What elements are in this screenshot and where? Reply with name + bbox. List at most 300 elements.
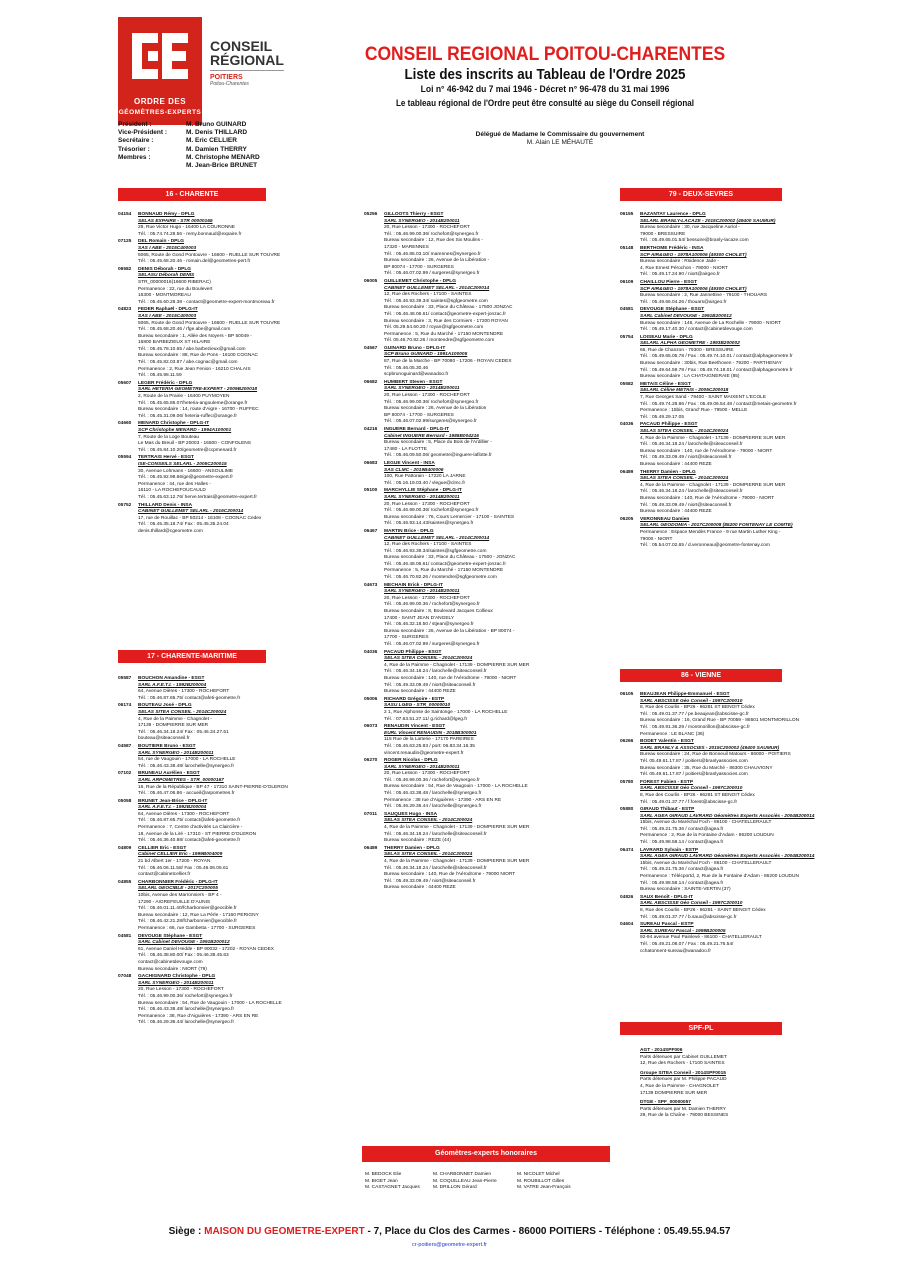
spfpl-line: 29, Rue de la Chaîne - 79000 BESSINES [640,1113,729,1119]
address-line: denis.thillard@cgeometre.com [138,528,203,534]
inscription-number: 07011 [364,811,378,817]
list-item [620,847,815,894]
bureau-name: M. Jean-Brice BRUNET [186,162,258,170]
bureau-row [118,154,260,162]
address-line: Permanence : 22, rue du Boulevert [138,286,213,292]
address-line: Tél. : 05.49.29.17.05 [640,414,685,420]
member-name[interactable]: LAVRARD Sylvain - ESTP [640,847,699,853]
footer-maison: MAISON DU GEOMETRE-EXPERT [204,1226,365,1237]
member-name[interactable]: BERTHOME Frédéric - INSA [640,245,704,251]
section-vienne: 86 - VIENNE [620,669,782,682]
address-line: Bureau secondaire : 2, Rue Jannettine - 79100 - THOUARS [640,293,768,299]
address-line: Tél. : 05.46.99.00.36/ rochefort@synergeo.fr [384,508,479,514]
inscription-number: 06489 [364,845,378,851]
address-line: Tél. : 05.49.98.58.14 / contact@agea.fr [640,840,724,846]
address-line: 18, Avenue de la Liré - 17310 - ST PIERRE D'OLERON [138,831,257,837]
member-name[interactable]: RENAUDIN Vincent - ESGT [384,724,446,730]
honoraire-name: M. NICOLET Michel [517,1172,560,1177]
company-name: SCP AIR&GEO - 1978A100006 (49300 CHOLET) [640,286,747,292]
address-line: Bureau secondaire : 54, Rue de Vaugouin - 17000 - LA ROCHELLE [138,1000,282,1006]
spfpl-item [620,1048,782,1068]
address-line: Tél. : 05.46.47.06.86 - accueil@arpometres.fr [138,791,235,797]
deux-sevres-list [620,212,797,672]
honoraire-name: M. CASTAGNET Jacques [365,1185,420,1191]
address-line: Tél. 05.29.54.60.20 / royan@sgfgeometre.com [384,325,484,331]
consult-notice: Le tableau régional de l'Ordre peut être consulté au siège du Conseil régional [395,98,695,108]
address-line: Tél. : 05.46.34.18.24 / larochelle@siteaconseil.fr [640,442,743,448]
member-name[interactable]: CHAILLOU Pierre - ESGT [640,279,698,285]
spfpl-line: Parts détenues par Cabinet GUILLEMET [640,1054,727,1060]
address-line: Tél. : 05.46.43.38.48/ larochelle@synergeo.fr [138,763,235,769]
company-name: SARL SYNERGEO - 2014B200011 [384,589,460,595]
inscription-number: 06582 [118,266,132,272]
address-line: 16800 BARBEZIEUX ST HILAIRE [138,340,211,346]
member-name[interactable]: GACHIGNARD Christophe - DPLG [138,974,216,980]
inscription-number: 05880 [620,807,634,813]
company-name: SARL ABSCISSE Géo Conseil - 1997C200010 [640,698,743,704]
member-name[interactable]: LEGUE Vincent - INSA [384,460,435,466]
address-line: Tél. : 05.46.99.00.36/ rochefort@synergeo.fr [384,231,479,237]
address-line: Tél. : 05.46.38.80.00/ Fax : 05.46.38.45.63 [138,953,229,959]
address-line: Tél. : 05.46.93.39.34/ saintes@sgfgeometre.com [384,298,488,304]
member-name[interactable]: BRUNEAU Aurélien - ESGT [138,771,200,777]
company-name: SELAS SITEA CONSEIL - 2014C200024 [384,852,473,858]
address-line: 79000 - NIORT [640,536,673,542]
company-name: ISE-CONSEILS SELARL - 2005C200015 [138,461,227,467]
list-item [364,212,614,278]
list-item [364,529,614,582]
address-line: Tél. : 07.63.51.27.11/ g.richard@lgeg.fr [384,716,468,722]
address-line: Tél. : 05.46.05.30.46 [384,365,429,371]
member-name[interactable]: BOUTEAU José - DPLG [138,703,192,709]
list-item [364,380,614,426]
member-name[interactable]: SAUQUES Hugo - INSA [384,811,438,817]
member-name[interactable]: PACAUD Philippe - ESGT [384,649,442,655]
company-name: SARL SYNERGEO - 2014B200011 [384,494,460,500]
address-line: Le Mas du Breuil - BP 20003 - 16500 - CONFOLENS [138,441,251,447]
company-name: SARL Cabinet DEVOUGE - 1991B200012 [640,313,732,319]
list-item [364,846,614,892]
address-line: Tél. : 05.46.07.02.99/surgeres@synergeo.fr [384,419,477,425]
address-line: 29, Rue Victor Hugo - 16400 LA COURONNE [138,225,235,231]
logo-line1: ORDRE DES [133,97,187,106]
address-line: Tél. : 05.49.21.75.36 / contact@agea.fr [640,826,724,832]
address-line: Tél. 05.49.61.17.87 / poitiers@branlyassocies.com [640,758,748,764]
member-name[interactable]: BAZANTAY Laurence - DPLG [640,212,706,217]
bureau-role: Vice-Président : [118,129,168,137]
address-line: Bureau secondaire : 35, Rue du Marché - 86300 CHAUVIGNY [640,765,773,771]
list-item [118,771,354,797]
company-name: SASU LGEG - STR_00000010 [384,703,451,709]
company-name: SELARL BRANLY-LACAZE - 2015C200002 (49400 SAUMUR) [640,218,776,224]
member-name[interactable]: FOREST Fabien - ESTP [640,779,694,785]
delegue [440,131,680,147]
address-line: Permanence : 5, Rue du Marché - 17150 MONTENDRE [384,568,504,574]
company-name: SARL SYNERGEO - 2014B200011 [384,764,460,770]
address-line: 2 1, Rue Alphonse de Saintonge - 17000 - LA ROCHELLE [384,709,508,715]
address-line: bouteau@siteaconseil.fr [138,736,190,742]
address-line: contact@cabinetcellier.fr [138,872,191,878]
address-line: Permanence : 7, Centre d'activités La Claircière - [138,825,243,831]
member-name[interactable]: HUMBERT Steven - ESGT [384,379,443,385]
member-name[interactable]: DEVOUGE Stéphane - ESGT [640,307,705,313]
member-name[interactable]: THERRY Damien - DPLG [384,845,440,851]
list-item [620,307,782,333]
member-name[interactable]: BOUCHON Amandine - ESGT [138,676,205,681]
address-line: Tél. : 05.49.65.01.54/ bessuire@branly-lacaze.com [640,238,749,244]
logo [118,17,296,125]
address-line: Permanence : 66, rue Gambetta - 17700 - SURGERES [138,925,256,931]
company-name: SAS I ABE - 2015C400003 [138,245,197,251]
address-line: 79000 - BRESSUIRE [640,231,686,237]
address-line: Tél. : 05.49.01.37.77 / f.forest@abscisse-gc.fr [640,799,738,805]
inscription-number: 04581 [118,933,132,939]
inscription-number: 04660 [118,421,132,427]
address-line: Tél. : 05.49.01.37.77 / pe.beaujean@abscisse-gc.fr [640,711,749,717]
member-name[interactable]: THILLARD Denis - INSA [138,502,193,508]
honoraire-name: M. BEDOCK Elie [365,1172,402,1177]
company-name: SARL Cabinet DEVOUGE - 1991B200012 [138,940,230,946]
address-line: Tél. : 05.45.82.03.87 / abe.cognac@gmail.com [138,360,238,366]
member-name[interactable]: DEL Romain - DPLG [138,239,185,245]
address-line: 7, Route de la Loge Bouteau [138,434,200,440]
logo-poitiers: POITIERS [210,74,243,81]
member-name[interactable]: LEGER Frédéric - DPLG [138,380,193,386]
honoraires-grid [362,1172,610,1192]
list-item [620,739,791,779]
footer-email[interactable]: cr-poitiers@geometre-expert.fr [412,1242,487,1248]
section-charente: 16 - CHARENTE [118,188,266,201]
address-line: 5065, Route de Gond Pontouvre - 16600 - RUELLE SUR TOUVRE [138,252,281,258]
address-line: Tél. : 05.46.34.18.24 / larochelle@siteaconseil.fr [640,489,743,495]
inscription-number: 06266 [620,739,634,745]
section-honoraires: Géomètres-experts honoraires [362,1146,610,1162]
logo-text [202,17,284,125]
inscription-number: 05256 [364,212,378,217]
company-name: SELAS SITEA CONSEIL - 2014C200024 [384,818,473,824]
list-item [364,650,614,696]
member-name[interactable]: GUINARD Bruno - DPLG-IT [384,345,446,351]
inscription-number: 06474 [620,847,634,853]
member-name[interactable]: CHARBONNIER Frédéric - DPLG-IT [138,879,218,885]
footer [0,1226,899,1237]
member-name[interactable]: BONNAUD Rémy - DPLG [138,212,195,217]
address-line: 8, Rue des Courlis - BP26 - 86281 ST BENOIT Cédex [640,792,755,798]
address-line: Tél. : 05.45.84.10.20/geometre@ccpmenard.fr [138,447,237,453]
inscription-number: 05587 [118,676,132,681]
address-line: 64, Avenue Dières - 17300 - ROCHEFORT [138,689,230,695]
inscription-number: 06683 [364,460,378,466]
member-name[interactable]: RICHARD Grégoire - ESTP [384,696,445,702]
address-line: 30, Avenue Lohmann - 16600 - ANSOULIME [138,468,234,474]
member-name[interactable]: THERRY Damien - DPLG [640,469,696,475]
address-line: Bureau secondaire : 140, rue de l'Aérodrome - 79000 - NIORT [384,675,517,681]
page-header [330,44,760,110]
company-name: SELAS EXPAIRE - STR 00000165 [138,218,213,224]
member-name[interactable]: SAUX Benoît - DPLG-IT [640,894,694,900]
address-line: Tél. : 05.45.35.18.74/ Fax : 05.45.35.24.04 [138,522,229,528]
spfpl-line: 4, Rue de la Paimme - CHAGNOLET [640,1083,719,1089]
inscription-number: 04581 [620,307,634,313]
list-item [364,427,614,460]
address-line: 17139 - DOMPIERRE SUR MER [138,723,209,729]
address-line: 4, Rue de la Paimme - Chagnolet - 17139 - DOMPIERRE SUR MER [384,825,530,831]
address-line: Tél. : 05.46.09.50.06/ geometre@inguere-laflotte.fr [384,453,492,459]
member-name[interactable]: MECHAIN Erick - DPLG-IT [384,582,443,588]
address-line: Tél. : 05.49.33.09.49 / niort@siteaconseil.fr [640,455,732,461]
inscription-number: 06467 [364,528,378,534]
address-line: 20, Rue Lesson - 17300 - ROCHEFORT [384,501,470,507]
address-line: Bureau secondaire : 8, Boulevard Jacques Collieux [384,609,493,615]
member-name[interactable]: LOISEAU Marie - DPLG [640,334,693,340]
inscription-number: 06073 [364,724,378,730]
bureau-role [118,162,186,170]
address-line: 4, Rue de la Paimme - Chagnolet - 17139 - DOMPIERRE SUR MER [384,859,530,864]
list-item [118,744,354,770]
list-item [364,461,614,487]
address-line: Bureau secondaire : 14, route d'Aigre - 16700 - RUFFEC [138,407,259,413]
address-line: 12, Rue des Rochers - 17100 - SAINTES [384,542,472,548]
list-item [118,421,354,454]
bureau-row [118,146,260,154]
company-name: SELARL GEOCIBLE - 2017C200005 [138,886,218,892]
spfpl-item [620,1071,782,1097]
law-reference: Loi n° 46-942 du 7 mai 1946 - Décret n° 96-478 du 31 mai 1996 [420,84,670,95]
address-line: Tél. 05.46.70.82.26 / montendre@sgfgeometre.com [384,338,495,344]
address-line: Bureau secondaire : 30, rue Jacqueline Auriol - [640,225,740,231]
spfpl-line: 17139 DOMPIERRE SUR MER [640,1090,708,1096]
inscription-number: 06005 [364,278,378,284]
address-line: Bureau secondaire : 26, Avenue de la Libération [384,406,487,412]
address-line: 8, Rue des Courlis - BP26 - 86281 - SAINT BENOIT Cédex [640,908,766,913]
list-item [118,455,354,501]
inscription-number: 05607 [118,380,132,386]
address-line: BP 80074 - 17700 - SURGERES [384,264,454,270]
member-name[interactable]: VERONNEAU Damien [640,516,690,522]
address-line: Bureau secondaire : 140, rue de l'Aérodrome - 79000 - NIORT [640,448,773,454]
member-name[interactable]: DEVOUGE Stéphane - ESGT [138,933,203,939]
address-line: BP 80074 - 17700 - SURGERES [384,412,454,418]
list-item [620,692,800,738]
address-line: Tél. : 05.16.19.03.40 / vlegue@clmc.fr [384,480,466,486]
address-line: Tél. : 05.46.34.18.24/ Fax : 05.46.34.27.61 [138,729,229,735]
section-spfpl: SPF-PL [620,1022,782,1035]
member-name[interactable]: DENIS Déborah - DPLG [138,266,192,272]
address-line: Bureau secondaire : 26, Avenue de la Libération - BP 80074 - [384,628,515,634]
company-name: SARL BRANLY & ASSOCIES - 2015C200002 (49400 SAUMUR) [640,745,780,751]
member-name[interactable]: CELLIER Eric - ESGT [138,845,187,851]
logo-line2: GÉOMÈTRES-EXPERTS [118,109,202,116]
address-line: 17320 - MARENNES [384,244,429,250]
address-line: Permanence : Espace Mendès France - 9 rue Martin Luther King - [640,529,781,535]
spfpl-title: AGT - 2014SPF006 [640,1048,683,1053]
address-line: Bureau secondaire : 44400 REZE [640,509,712,515]
company-name: SAS I ABE - 2015C400003 [138,313,197,319]
charente-list [118,212,354,638]
company-name: CABINET GUILLEMET SELARL - 2016C200014 [138,509,244,515]
address-line: Bureau secondaire : 44400 REZE [384,689,456,695]
address-line: Tél. : 05.46.99.00.36/ rochefort@synergeo.fr [384,399,479,405]
company-name: SELASU Déborah DENIS [138,273,195,279]
address-line: Permanence : 2, Rue de la Fontaine d'Adam - 86200 LOUDUN [640,833,774,839]
address-line: 54, rue de Vaugouin - 17000 - LA ROCHELLE [138,757,236,763]
address-line: Tél. : 05.45.31.09.06/ heteria-ruffec@orange.fr [138,413,237,419]
address-line: Tél. : 05.46.07.02.99 / surgeres@synergeo.fr [384,271,480,277]
bureau-role: Membres : [118,153,151,161]
address-line: Tél. : 05.46.48.06.61/ contact@geometre-expert-jonzac.fr [384,311,506,317]
company-name: SELAS SITEA CONSEIL - 2014C200024 [138,709,227,715]
address-line: 16110 - LA ROCHEFOUCAULD [138,488,206,494]
member-name[interactable]: MARTIN Brice - DPLG [384,528,434,534]
company-name: Cabinet INGUERE Bernard - 1988B004216 [384,433,479,439]
inscription-number: 05754 [620,334,634,340]
address-line: 5065, Route de Gond Pontouvre - 16600 - RUELLE SUR TOUVRE [138,320,281,326]
list-item [118,212,354,238]
address-line: 4, Rue de la Paimme - Chagnolet - 17139 - DOMPIERRE SUR MER [640,435,786,441]
bureau-name: M. Eric CELLIER [186,137,237,145]
address-line: Tél. 05.49.61.17.87 / poitiers@branlyassocies.com [640,772,748,778]
address-line: Bureau secondaire : Rsidence Jade - [640,259,719,265]
address-line: Bureau secondaire : 44400 REZE [640,461,712,467]
list-item [118,934,354,974]
section-deux-sevres: 79 - DEUX-SEVRES [620,188,782,201]
member-name[interactable]: TERTRAIS Hervé - ESGT [138,455,194,461]
address-line: Bureau secondaire : 5, Place du Bois de l'Ardillier - [384,440,492,446]
address-line: Tél. : 05.54.07.02.65 / d.veronneau@geometre-fontenay.com [640,543,770,549]
vienne-list [620,692,815,1032]
address-line: Tél. : 05.46.70.82.26 / montendre@sgfgeometre.com [384,575,497,581]
inscription-number: 06682 [364,379,378,385]
address-line: Bureau secondaire : REZE (44) [384,838,451,844]
address-line: Tél. : 05.46.34.18.24 / larochelle@siteaconseil.fr [384,669,487,675]
list-item [118,267,354,307]
address-line: Bureau secondaire : SAINTE-VERTIN (37) [640,887,731,893]
inscription-number: 05100 [364,488,378,494]
address-line: Tél. : 05.45.63.12.76/ herve.tertrais@geometre-expert.fr [138,494,257,500]
address-line: cchatonnent-sureau@wanadoo.fr [640,948,712,954]
footer-address: - 7, Place du Clos des Carmes - 86000 POITIERS - Téléphone : 05.49.55.94.57 [364,1226,731,1237]
address-line: contact@cabinetdevouge.com [138,959,203,965]
inscription-number: 05582 [620,381,634,387]
address-line: Bureau secondaire : 44400 REZE [384,885,456,891]
address-line: 4, Rue Ernest Pérochon - 79000 - NIORT [640,265,728,271]
company-name: SARL AGEA GIRAUD LAVRARD Géomètres Experts Associés - 2004B200014 [640,854,815,860]
member-name[interactable]: BODET Valentin - ESGT [640,739,694,745]
company-name: EURL Vincent RENAUDIN - 2018B300001 [384,730,477,736]
logo-region: Poitou-Charentes [210,81,249,87]
address-line: 2, Route de la Prairie - 16400 PUYMOYEN [138,394,230,400]
member-name[interactable]: BEAUJEAN Philippe-Emmanuel - ESGT [640,692,730,697]
address-line: Tél. : 05.46.36.40.88/ contact@afeti-geometre.fr [138,838,241,844]
address-line: Tél. : 05.46.34.18.24 / larochelle@siteaconseil.fr [384,865,487,871]
list-item [118,503,354,536]
list-item [364,758,614,811]
member-name[interactable]: ROGER Nicolas - DPLG [384,758,438,764]
list-item [620,280,782,306]
address-line: 64, Avenue Dières - 17300 - ROCHEFORT [138,811,230,817]
address-line: 16300 - MONTMOREAU [138,293,191,299]
company-name: CABINET GUILLEMET SELARL - 2014C200014 [384,285,490,291]
honoraire-name: M. CHARBONNET Damien [433,1172,492,1177]
company-name: SARL ABSCISSE Géo Conseil - 1997C200010 [640,786,743,792]
address-line: 12, Rue des Rochers - 17100 - SAINTES [384,292,472,298]
list-item [118,381,354,421]
member-name[interactable]: GIRAUD Thibaut - ESTP [640,807,695,813]
inscription-number: 06155 [620,212,634,217]
address-line: Tél. : 05.45.98.11.59 [138,373,182,379]
member-name[interactable]: SUREAU Pascal - ESTP [640,922,694,928]
address-line: Bureau secondaire : NIORT (79) [138,966,207,972]
member-name[interactable]: METAIS Céline - ESGT [640,381,691,387]
bureau-name: M. Damien THERRY [186,145,247,153]
address-line: Permanence : 38 rue d'Aiguières - 17390 - ARS EN RE [384,797,502,803]
address-line: 20, Rue Lesson - 17300 - ROCHEFORT [384,771,470,777]
member-name[interactable]: GILLOOTS Thierry - ESGT [384,212,444,217]
address-line: 17290 - AIGREFEUILLE D'AUNIS [138,899,211,905]
member-name[interactable]: MENARD Christophe - DPLG-IT [138,421,210,427]
inscription-number: 06105 [620,692,634,697]
inscription-number: 06174 [118,703,132,709]
address-line: Bureau secondaire : 26, Avenue de la Libération - [384,258,490,264]
bureau-row [118,129,260,137]
address-line: Tél. : 05.49.65.05.78 / Fax : 05.49.74.10.01 / contact@alphageometre.fr [640,354,793,360]
list-item [620,922,782,955]
company-name: SARL ARPOMETRES - STR_00000167 [138,777,224,783]
address-line: 10bis, Avenue des Marronniers - BP 4 - [138,893,222,898]
list-item [620,469,786,516]
list-item [118,846,354,879]
address-line: 17480 - LA FLOTTE [384,446,427,452]
address-line: Tél. : 05.46.87.65.75/ contact@afeti-geometre.fr [138,818,241,824]
member-name[interactable]: BRUNET Jean-Brice - DPLG-IT [138,798,208,804]
address-line: Bureau secondaire : 16, Grand Rue - BP 70059 - 86501 MONTMORILLON [640,718,800,724]
company-name: SELARL GEODOMIA - 2017C200008 (85200 FONTENAY LE COMTE) [640,523,793,529]
list-item [620,246,782,279]
charente-maritime-list [118,676,354,1196]
address-line: Permanence : Télécportd, 2, Rue de la Fontaine d'Adam - 86200 LOUDUN [640,874,799,880]
list-item [620,807,815,847]
address-line: Tél. : 05.45.92.98.66/ge@geometre-expert.fr [138,475,233,481]
member-name[interactable]: PACAUD Philippe - ESGT [640,422,698,428]
address-line: 66, Rue de Chanzon - 79300 - BRESSUIRE [640,347,734,353]
address-line: Tél. : 05.46.99.00.36/ rochefort@synergeo.fr [138,993,233,999]
member-name[interactable]: FEDER Raphaël - DPLG-IT [138,307,198,313]
address-line: Bureau secondaire : 140, Rue de l'Aérodrome - 79000 NIORT [384,872,516,878]
logo-conseil: CONSEIL [210,38,273,54]
bureau-name: M. Denis THILLARD [186,129,248,137]
address-line: Permanence : 15bis, Grand' Rue - 79500 - MELLE [640,408,748,414]
logo-regional: RÉGIONAL [210,53,284,71]
inscription-number: 07048 [118,974,132,980]
member-name[interactable]: BOUTIERE Bruno - ESGT [138,743,196,749]
address-line: 15bis, Avenue du Maréchal Foch - 86100 - CHATELLERAULT [640,820,772,826]
spfpl-line: Parts détenues par M. Damien THERRY [640,1106,726,1112]
company-name: SELARL ALPHA GEOMETRE - 1993B200002 [640,341,740,347]
company-name: SELAS SITEA CONSEIL - 2014C200024 [640,476,729,482]
address-line: Bureau secondaire : 76, Cours Lemercier - 17100 - SAINTES [384,514,515,520]
member-name[interactable]: MARCHYLLIE Stéphane - DPLG-IT [384,488,462,494]
bureau-list [118,121,260,170]
company-name: SARL SUREAU Pascal - 1999B200005 [640,928,726,934]
address-line: 17400 - SAINT JEAN D'ANGELY [384,615,455,621]
address-line: Tél. : 05.46.93.14.43/saintes@synergeo.fr [384,521,474,527]
member-name[interactable]: INGUERE Bernard - DPLG-IT [384,427,450,432]
bureau-role: Président : [118,121,152,128]
address-line: 87, Rue de la Marche - BP 70080 - 17206 - ROYAN CEDEX [384,359,512,365]
company-name: SCP Bruno GUINARD - 1991A100005 [384,352,468,358]
company-name: Cabinet CELLIER Eric - 1999B004009 [138,852,223,858]
member-name[interactable]: GUILLEMET Christophe - DPLG [384,278,456,284]
